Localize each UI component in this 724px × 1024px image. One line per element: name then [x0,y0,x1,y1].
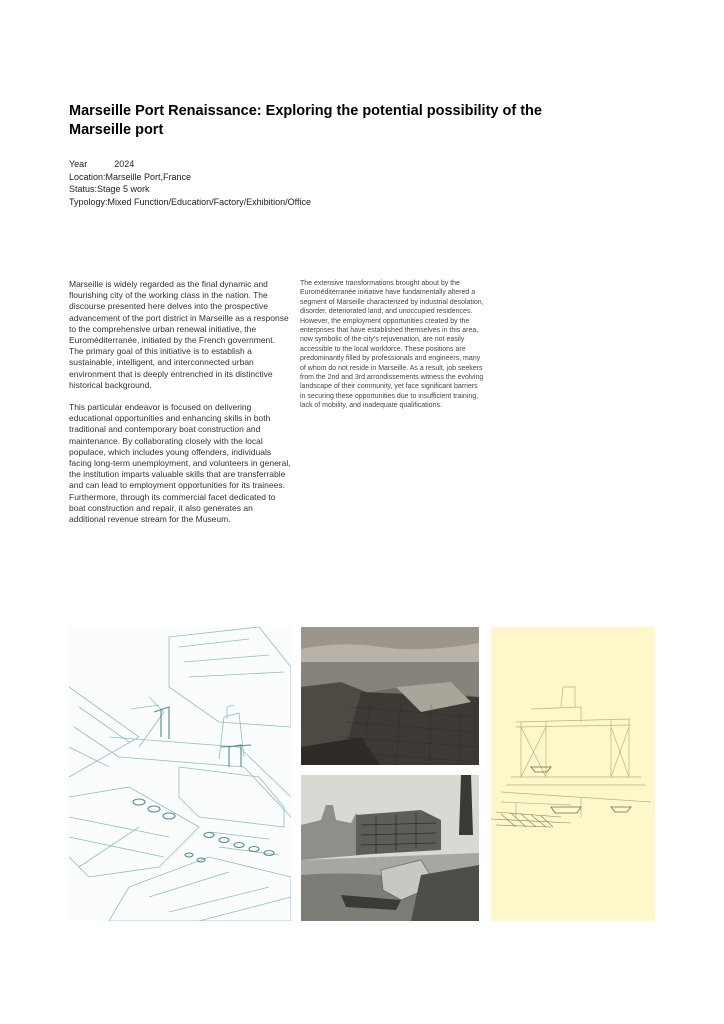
meta-typology: Typology:Mixed Function/Education/Factory/Exhibition/Office [69,196,311,207]
project-meta [69,158,469,208]
page-title: Marseille Port Renaissance: Exploring the potential possibility of the Marseille port [69,103,542,138]
crane-elevation-sketch [491,627,655,921]
body-paragraph: The extensive transformations brought about by the Euroméditerranée initiative have fundamentally altered a segment of Marseille characterized by industrial desolation, disorder, deteriorated land, and unoccupied residences. However, the employment opportunities created by the enterprises that have established themselves in this area, now symbolic of the city's rejuvenation, are not easily accessible to the local workforce. These positions are predominantly filled by professionals and engineers, many of whom do not reside in Marseille. As a result, job seekers from the 2nd and 3rd arrondissements witness the evolving landscape of their community, yet face significant barriers in securing these opportunities due to insufficient training, lack of mobility, and inadequate qualifications. [300,280,484,410]
aerial-port-photograph [301,627,479,765]
meta-location: Location:Marseille Port,France [69,171,192,182]
port-axonometric-sketch [69,627,291,921]
meta-status: Status:Stage 5 work [69,184,150,194]
body-column-right [300,279,484,411]
historical-harbor-photograph [301,775,479,921]
body-column-left [69,279,291,536]
meta-year-label: Year [69,159,88,169]
meta-year-row [69,158,469,171]
body-paragraph: This particular endeavor is focused on delivering educational opportunities and enhancing skills in both traditional and contemporary boat construction and maintenance. By collaborating closely with the local populace, which includes young offenders, individuals facing long-term unemployment, and volunteers in general, the institution imparts valuable skills that are transferrable and can lead to employment opportunities for its trainees. Furthermore, through its commercial facet dedicated to boat construction and repair, it also generates an additional revenue stream for the Museum. [69,402,291,525]
meta-year-value: 2024 [114,159,135,169]
body-paragraph: Marseille is widely regarded as the final dynamic and flourishing city of the working class in the nation. The discourse presented here delves into the prospective advancement of the port district in Marseille as a response to the comprehensive urban renewal initiative, the Euroméditerranée, initiated by the French government. The primary goal of this initiative is to establish a sustainable, intelligent, and interconnected urban environment that is deeply entrenched in its distinctive historical background. [69,279,289,390]
